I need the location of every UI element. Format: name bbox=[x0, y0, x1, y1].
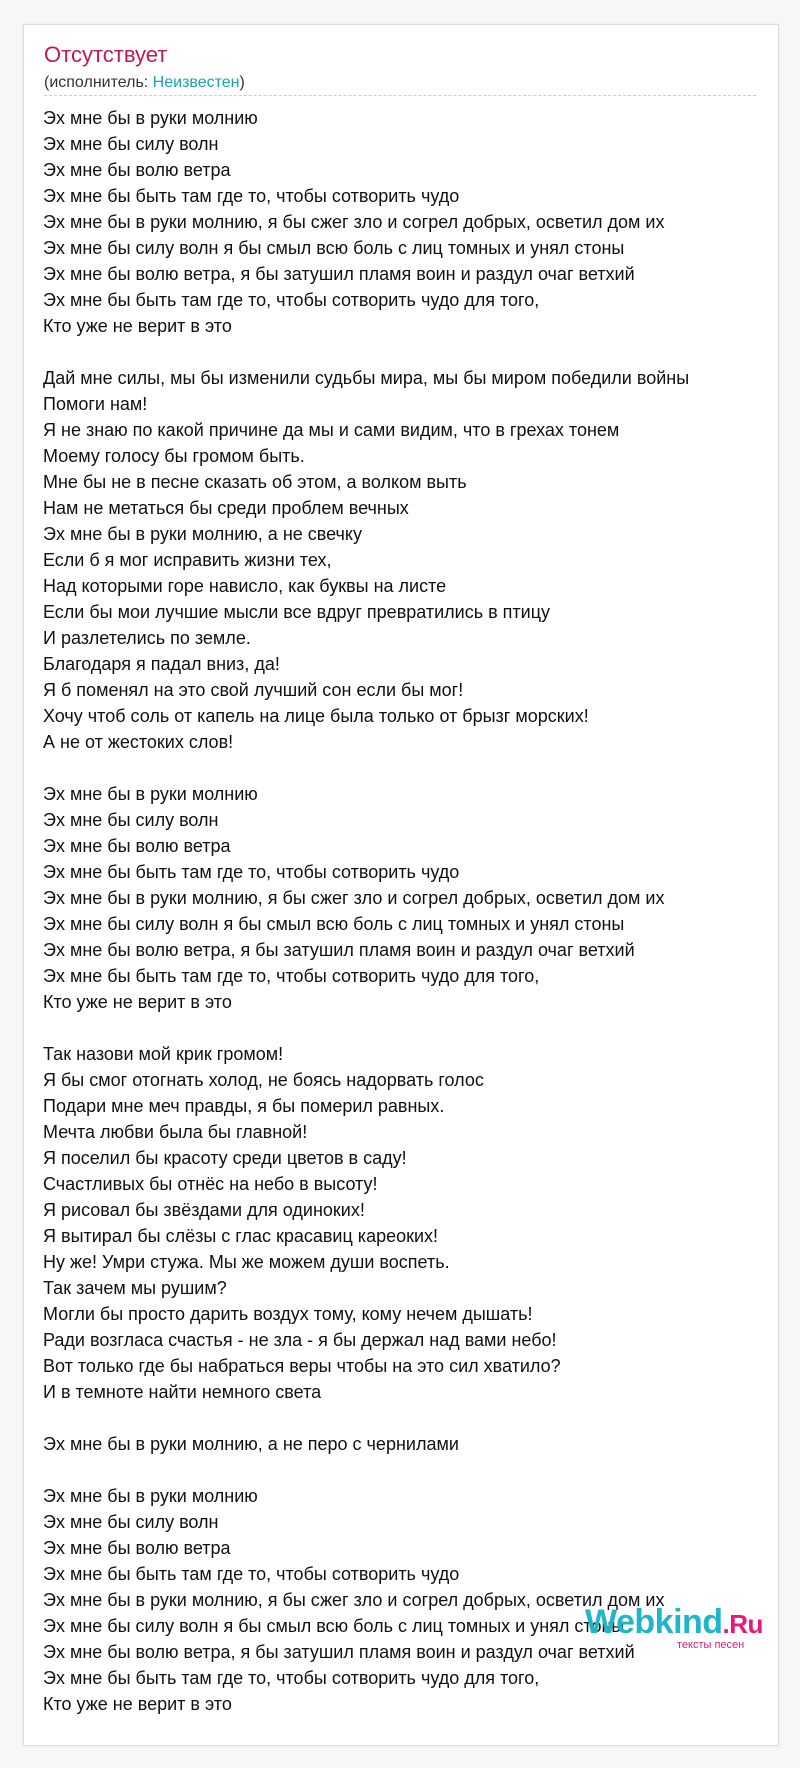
lyric-line: Я б поменял на это свой лучший сон если бы мог! bbox=[43, 680, 464, 700]
stanza-gap bbox=[43, 1015, 768, 1041]
lyric-line: Я не знаю по какой причине да мы и сами видим, что в грехах тонем bbox=[43, 420, 620, 440]
lyric-line: Ну же! Умри стужа. Мы же можем души воспеть. bbox=[43, 1252, 450, 1272]
lyric-line: Подари мне меч правды, я бы померил равных. bbox=[43, 1096, 445, 1116]
artist-suffix: ) bbox=[239, 74, 245, 91]
lyric-line: И в темноте найти немного света bbox=[43, 1382, 322, 1402]
logo-wordmark bbox=[585, 1602, 763, 1644]
lyric-line: Кто уже не верит в это bbox=[43, 1694, 232, 1714]
lyric-line: Эх мне бы в руки молнию, я бы сжег зло и согрел добрых, осветил дом их bbox=[43, 888, 665, 908]
lyric-line: Я бы смог отогнать холод, не боясь надорвать голос bbox=[43, 1070, 484, 1090]
lyric-line: Могли бы просто дарить воздух тому, кому нечем дышать! bbox=[43, 1304, 533, 1324]
lyric-line: Дай мне силы, мы бы изменили судьбы мира, мы бы миром победили войны bbox=[43, 368, 690, 388]
lyric-line: Эх мне бы быть там где то, чтобы сотворить чудо для того, bbox=[43, 966, 540, 986]
lyric-line: Эх мне бы волю ветра bbox=[43, 1538, 231, 1558]
lyric-line: Помоги нам! bbox=[43, 394, 148, 414]
lyric-line: Эх мне бы волю ветра bbox=[43, 160, 231, 180]
header-divider bbox=[44, 95, 756, 96]
lyric-line: Эх мне бы в руки молнию, я бы сжег зло и согрел добрых, осветил дом их bbox=[43, 212, 665, 232]
lyric-line: Хочу чтоб соль от капель на лице была только от брызг морских! bbox=[43, 706, 589, 726]
lyric-line: Эх мне бы силу волн я бы смыл всю боль с лиц томных и унял стоны bbox=[43, 238, 625, 258]
lyric-line: Так назови мой крик громом! bbox=[43, 1044, 284, 1064]
lyric-line: Эх мне бы быть там где то, чтобы сотворить чудо bbox=[43, 186, 460, 206]
lyrics-text bbox=[43, 105, 768, 1717]
stanza-gap bbox=[43, 755, 768, 781]
lyric-line: Эх мне бы силу волн bbox=[43, 810, 219, 830]
logo-brand: Webkind bbox=[585, 1603, 723, 1641]
lyric-line: И разлетелись по земле. bbox=[43, 628, 251, 648]
lyric-line: Я вытирал бы слёзы с глас красавиц кареоких! bbox=[43, 1226, 439, 1246]
logo-tld: .Ru bbox=[722, 1609, 763, 1639]
lyric-line: Эх мне бы волю ветра, я бы затушил пламя воин и раздул очаг ветхий bbox=[43, 1642, 635, 1662]
lyric-line: Эх мне бы волю ветра bbox=[43, 836, 231, 856]
artist-line bbox=[44, 73, 245, 93]
artist-prefix: (исполнитель: bbox=[44, 74, 153, 91]
lyric-line: Ради возгласа счастья - не зла - я бы держал над вами небо! bbox=[43, 1330, 557, 1350]
lyric-line: Эх мне бы в руки молнию bbox=[43, 784, 258, 804]
lyric-line: Эх мне бы быть там где то, чтобы сотворить чудо bbox=[43, 862, 460, 882]
stanza-gap bbox=[43, 1405, 768, 1431]
lyric-line: Я рисовал бы звёздами для одиноких! bbox=[43, 1200, 365, 1220]
stanza-gap bbox=[43, 339, 768, 365]
lyric-line: Мне бы не в песне сказать об этом, а волком выть bbox=[43, 472, 467, 492]
lyrics-card bbox=[23, 24, 779, 1746]
lyric-line: Нам не метаться бы среди проблем вечных bbox=[43, 498, 409, 518]
lyric-line: Эх мне бы быть там где то, чтобы сотворить чудо для того, bbox=[43, 290, 540, 310]
lyric-line: Эх мне бы в руки молнию, а не свечку bbox=[43, 524, 362, 544]
lyric-line: Эх мне бы в руки молнию bbox=[43, 108, 258, 128]
lyric-line: Эх мне бы быть там где то, чтобы сотворить чудо bbox=[43, 1564, 460, 1584]
lyric-line: Кто уже не верит в это bbox=[43, 316, 232, 336]
lyric-line: Если б я мог исправить жизни тех, bbox=[43, 550, 332, 570]
lyric-line: Эх мне бы силу волн bbox=[43, 1512, 219, 1532]
lyric-line: Эх мне бы волю ветра, я бы затушил пламя воин и раздул очаг ветхий bbox=[43, 940, 635, 960]
lyric-line: Эх мне бы силу волн я бы смыл всю боль с лиц томных и унял стоны bbox=[43, 1616, 625, 1636]
song-title: Отсутствует bbox=[44, 42, 168, 67]
lyric-line: Эх мне бы силу волн bbox=[43, 134, 219, 154]
lyric-line: Эх мне бы быть там где то, чтобы сотворить чудо для того, bbox=[43, 1668, 540, 1688]
lyric-line: Эх мне бы в руки молнию bbox=[43, 1486, 258, 1506]
lyric-line: Я поселил бы красоту среди цветов в саду! bbox=[43, 1148, 407, 1168]
lyric-line: Над которыми горе нависло, как буквы на листе bbox=[43, 576, 447, 596]
lyric-line: Так зачем мы рушим? bbox=[43, 1278, 227, 1298]
lyric-line: Моему голосу бы громом быть. bbox=[43, 446, 305, 466]
lyric-line: Эх мне бы в руки молнию, я бы сжег зло и согрел добрых, осветил дом их bbox=[43, 1590, 665, 1610]
lyric-line: Эх мне бы волю ветра, я бы затушил пламя воин и раздул очаг ветхий bbox=[43, 264, 635, 284]
lyric-line: Счастливых бы отнёс на небо в высоту! bbox=[43, 1174, 378, 1194]
stanza-gap bbox=[43, 1457, 768, 1483]
lyric-line: Эх мне бы в руки молнию, а не перо с чернилами bbox=[43, 1434, 459, 1454]
webkind-logo bbox=[585, 1602, 785, 1654]
lyric-line: А не от жестоких слов! bbox=[43, 732, 234, 752]
logo-tagline: тексты песен bbox=[677, 1639, 745, 1651]
lyric-line: Кто уже не верит в это bbox=[43, 992, 232, 1012]
lyric-line: Эх мне бы силу волн я бы смыл всю боль с лиц томных и унял стоны bbox=[43, 914, 625, 934]
artist-link[interactable]: Неизвестен bbox=[152, 74, 240, 91]
lyric-line: Если бы мои лучшие мысли все вдруг превратились в птицу bbox=[43, 602, 551, 622]
lyric-line: Благодаря я падал вниз, да! bbox=[43, 654, 280, 674]
lyric-line: Мечта любви была бы главной! bbox=[43, 1122, 308, 1142]
lyric-line: Вот только где бы набраться веры чтобы на это сил хватило? bbox=[43, 1356, 561, 1376]
